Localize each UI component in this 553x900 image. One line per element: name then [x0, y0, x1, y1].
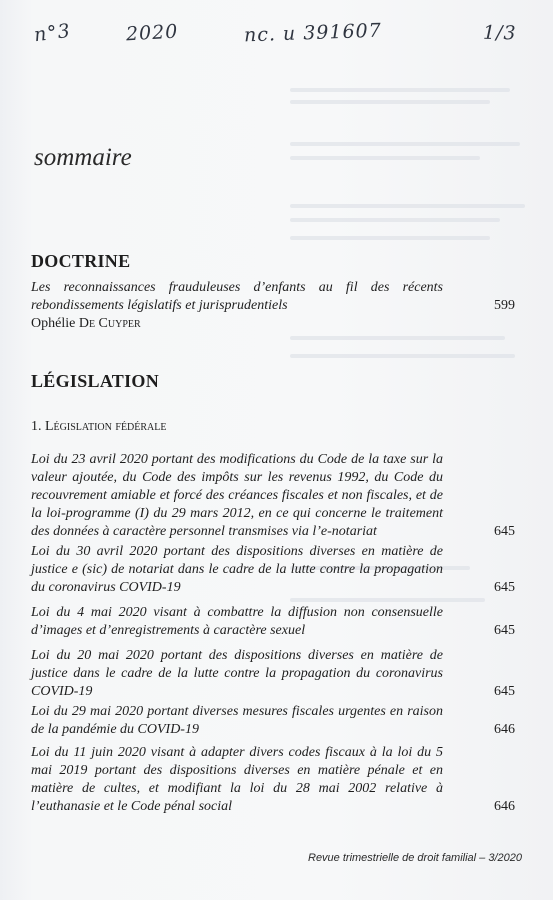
entry-title: Loi du 30 avril 2020 portant des dispositions diverses en matière de justice e (sic) de notariat dans le cadre de la lutte contre la propagation du coronavirus COVID-19: [31, 544, 443, 595]
entry-page-number: 645: [494, 623, 515, 638]
bleed-through-line: [290, 156, 480, 160]
page-title: sommaire: [34, 144, 132, 171]
bleed-through-line: [290, 100, 490, 104]
author-last-name: De Cuyper: [78, 316, 141, 331]
bleed-through-line: [290, 236, 490, 240]
entry-page-number: 646: [494, 799, 515, 814]
entry-page-number: 645: [494, 580, 515, 595]
handwritten-year: 2020: [125, 20, 179, 46]
journal-footer: Revue trimestrielle de droit familial – 3/2020: [308, 852, 522, 864]
subsection-title: [31, 419, 167, 435]
bleed-through-line: [290, 142, 520, 146]
entry-author: [31, 316, 141, 331]
entry-title: Loi du 20 mai 2020 portant des dispositions diverses en matière de justice dans le cadre de la lutte contre la propagation du coronavirus COVID-19: [31, 648, 443, 699]
subsection-label: 1. Législation fédérale: [31, 419, 167, 434]
bleed-through-line: [290, 598, 485, 602]
bleed-through-line: [290, 354, 515, 358]
bleed-through-line: [290, 88, 510, 92]
entry-title: Les reconnaissances frauduleuses d’enfants au fil des récents rebondissements législatifs et jurisprudentiels: [31, 280, 443, 313]
toc-entry[interactable]: [31, 744, 515, 816]
toc-entry[interactable]: [31, 703, 515, 739]
entry-title: Loi du 11 juin 2020 visant à adapter divers codes fiscaux à la loi du 5 mai 2019 portant des dispositions diverses en matière pénale et en matière de cultes, et modifiant la loi du 28 mai 2002 relative à l’euthanasie et le Code pénal social: [31, 745, 443, 814]
entry-page-number: 645: [494, 524, 515, 539]
entry-page-number: 645: [494, 684, 515, 699]
bleed-through-line: [290, 218, 500, 222]
toc-entry[interactable]: [31, 451, 515, 541]
toc-entry[interactable]: [31, 279, 515, 333]
entry-title: Loi du 23 avril 2020 portant des modifications du Code de la taxe sur la valeur ajoutée, du Code des impôts sur les revenus 1992, du Code du recouvrement amiable et forcé des créances fiscales et non fiscales, et de la loi-programme (I) du 29 mars 2012, en ce qui concerne le traitement des données à caractère personnel transmises via l’e-notariat: [31, 452, 443, 539]
handwritten-index: 1/3: [482, 21, 517, 45]
author-first-name: Ophélie: [31, 316, 79, 331]
doctrine-section-title: DOCTRINE: [31, 251, 131, 271]
bleed-through-line: [290, 204, 525, 208]
handwritten-reference: nc. u 391607: [243, 19, 383, 47]
entry-title: Loi du 4 mai 2020 visant à combattre la diffusion non consensuelle d’images et d’enregistrements à caractère sexuel: [31, 605, 443, 638]
toc-entry[interactable]: [31, 543, 515, 597]
entry-page-number: 599: [494, 298, 515, 313]
toc-entry[interactable]: [31, 604, 515, 640]
handwritten-issue-number: n°3: [32, 19, 73, 47]
entry-page-number: 646: [494, 722, 515, 737]
toc-entry[interactable]: [31, 647, 515, 701]
entry-title: Loi du 29 mai 2020 portant diverses mesures fiscales urgentes en raison de la pandémie du COVID-19: [31, 704, 443, 737]
bleed-through-line: [290, 336, 505, 340]
legislation-section-title: LÉGISLATION: [31, 371, 160, 391]
